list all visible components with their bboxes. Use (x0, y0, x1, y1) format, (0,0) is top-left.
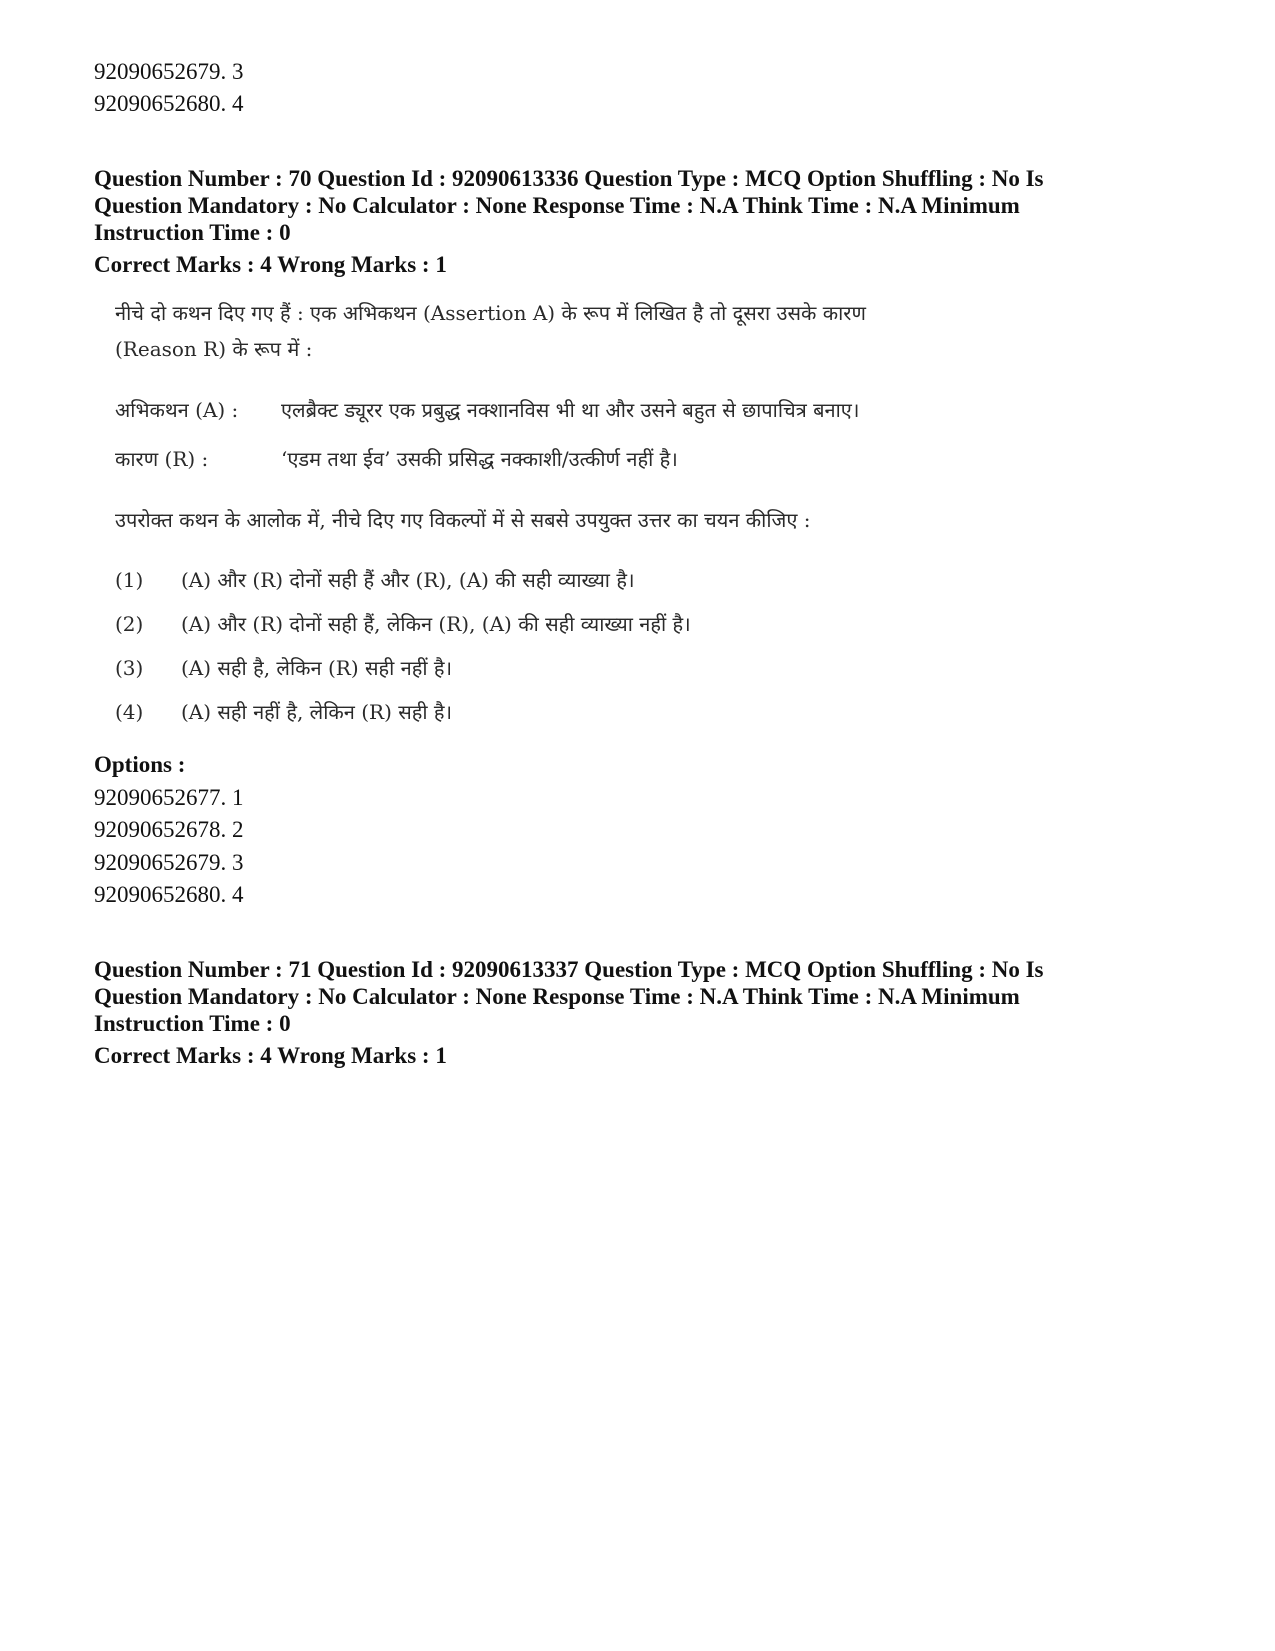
q71-header-line3: Instruction Time : 0 (94, 1011, 291, 1036)
q70-header-line2: Question Mandatory : No Calculator : None Response Time : N.A Think Time : N.A Minimum (94, 193, 1020, 218)
choice-text: (A) सही है, लेकिन (R) सही नहीं है। (181, 656, 453, 680)
q70-choice-4 (115, 698, 452, 726)
q70-option-1 (94, 783, 244, 813)
choice-number: (3) (115, 656, 144, 680)
q70-choice-1 (115, 566, 635, 594)
reason-text: ‘एडम तथा ईव’ उसकी प्रसिद्ध नक्काशी/उत्कीर्ण नहीं है। (281, 447, 678, 471)
option-value: 1 (232, 785, 244, 810)
assertion-label: अभिकथन (A) : (115, 398, 239, 422)
q70-header-line3: Instruction Time : 0 (94, 220, 291, 245)
q70-option-2 (94, 815, 244, 845)
assertion-text: एलब्रैक्ट ड्यूरर एक प्रबुद्ध नक्शानविस भी था और उसने बहुत से छापाचित्र बनाए। (281, 398, 860, 422)
option-id: 92090652679. (94, 59, 227, 84)
option-id: 92090652680. (94, 91, 227, 116)
choice-number: (4) (115, 700, 144, 724)
option-value: 4 (232, 91, 244, 116)
reason-label: कारण (R) : (115, 447, 209, 471)
choice-text: (A) और (R) दोनों सही हैं और (R), (A) की सही व्याख्या है। (181, 568, 635, 592)
q70-options-label: Options : (94, 752, 186, 777)
option-id: 92090652680. (94, 882, 227, 907)
q70-option-4 (94, 880, 244, 910)
q70-assertion (115, 396, 859, 424)
prev-option-4 (94, 89, 244, 119)
option-id: 92090652678. (94, 817, 227, 842)
q70-header-line1: Question Number : 70 Question Id : 92090613336 Question Type : MCQ Option Shuffling : No Is (94, 166, 1044, 191)
option-value: 3 (232, 850, 244, 875)
option-id: 92090652679. (94, 850, 227, 875)
q70-reason (115, 445, 678, 473)
q70-intro-line2: (Reason R) के रूप में : (115, 337, 313, 361)
q70-marks: Correct Marks : 4 Wrong Marks : 1 (94, 252, 447, 277)
choice-text: (A) और (R) दोनों सही हैं, लेकिन (R), (A) की सही व्याख्या नहीं है। (181, 612, 691, 636)
choice-text: (A) सही नहीं है, लेकिन (R) सही है। (181, 700, 453, 724)
q70-choice-2 (115, 610, 691, 638)
q71-header-line2: Question Mandatory : No Calculator : None Response Time : N.A Think Time : N.A Minimum (94, 984, 1020, 1009)
q70-choice-3 (115, 654, 452, 682)
option-value: 2 (232, 817, 244, 842)
option-value: 4 (232, 882, 244, 907)
q70-option-3 (94, 848, 244, 878)
q70-intro-line1: नीचे दो कथन दिए गए हैं : एक अभिकथन (Assertion A) के रूप में लिखित है तो दूसरा उसके कारण (115, 301, 866, 325)
option-id: 92090652677. (94, 785, 227, 810)
option-value: 3 (232, 59, 244, 84)
prev-option-3 (94, 57, 244, 87)
q71-header-line1: Question Number : 71 Question Id : 92090613337 Question Type : MCQ Option Shuffling : No Is (94, 957, 1044, 982)
choice-number: (2) (115, 612, 144, 636)
choice-number: (1) (115, 568, 144, 592)
q71-marks: Correct Marks : 4 Wrong Marks : 1 (94, 1043, 447, 1068)
q70-instruction: उपरोक्त कथन के आलोक में, नीचे दिए गए विकल्पों में से सबसे उपयुक्त उत्तर का चयन कीजिए : (115, 508, 811, 532)
